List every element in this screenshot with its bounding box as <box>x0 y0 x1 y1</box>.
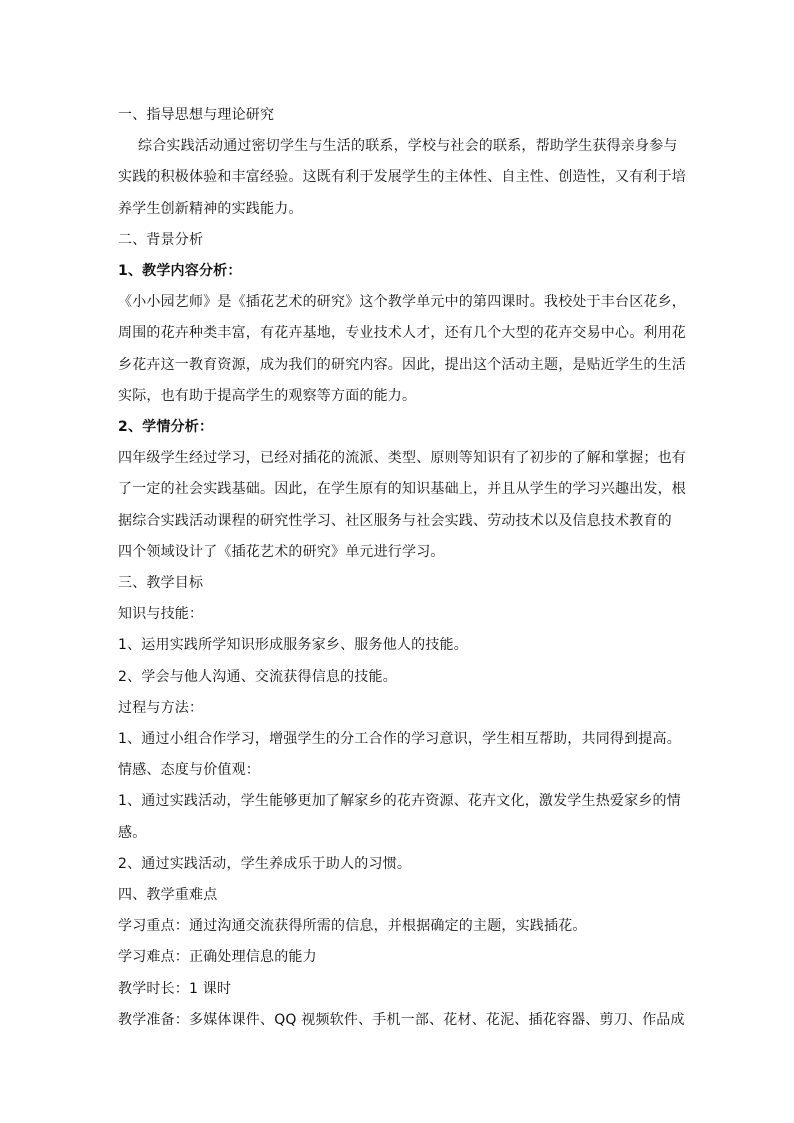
list-item-continuation: 感。 <box>118 824 147 841</box>
list-item: 2、学会与他人沟通、交流获得信息的技能。 <box>118 668 397 685</box>
subheading-knowledge-skills: 知识与技能： <box>118 606 204 623</box>
paragraph-line: 实际，也有助于提高学生的观察等方面的能力。 <box>118 387 417 404</box>
list-item: 2、通过实践活动，学生养成乐于助人的习惯。 <box>118 855 412 872</box>
paragraph-line: 四个领域设计了《插花艺术的研究》单元进行学习。 <box>118 543 445 560</box>
learning-focus: 学习重点：通过沟通交流获得所需的信息，并根据确定的主题，实践插花。 <box>118 918 587 935</box>
list-item: 1、通过小组合作学习，增强学生的分工合作的学习意识，学生相互帮助，共同得到提高。 <box>118 731 681 748</box>
teaching-preparation: 教学准备：多媒体课件、QQ 视频软件、手机一部、花材、花泥、插花容器、剪刀、作品成 <box>118 1011 685 1028</box>
paragraph-line: 周围的花卉种类丰富，有花卉基地，专业技术人才，还有几个大型的花卉交易中心。利用花 <box>118 325 686 342</box>
teaching-duration: 教学时长：1 课时 <box>118 980 232 997</box>
document-body <box>118 100 686 1036</box>
subheading-emotion-values: 情感、态度与价值观： <box>118 762 260 779</box>
section-heading-4: 四、教学重难点 <box>118 887 218 904</box>
learning-difficulty: 学习难点：正确处理信息的能力 <box>118 949 317 966</box>
paragraph-line: 实践的积极体验和丰富经验。这既有利于发展学生的主体性、自主性、创造性，又有利于培 <box>118 169 686 186</box>
paragraph-line: 乡花卉这一教育资源，成为我们的研究内容。因此，提出这个活动主题，是贴近学生的生活 <box>118 356 686 373</box>
section-heading-3: 三、教学目标 <box>118 575 204 592</box>
list-item: 1、运用实践所学知识形成服务家乡、服务他人的技能。 <box>118 637 468 654</box>
paragraph-line: 四年级学生经过学习，已经对插花的流派、类型、原则等知识有了初步的了解和掌握；也有 <box>118 450 686 467</box>
paragraph-line: 《小小园艺师》是《插花艺术的研究》这个教学单元中的第四课时。我校处于丰台区花乡， <box>118 294 686 311</box>
subheading-process-method: 过程与方法： <box>118 699 204 716</box>
paragraph-line: 综合实践活动通过密切学生与生活的联系，学校与社会的联系，帮助学生获得亲身参与 <box>138 138 678 155</box>
subheading-content-analysis: 1、教学内容分析： <box>118 263 242 280</box>
subheading-student-analysis: 2、学情分析： <box>118 419 214 436</box>
paragraph-line: 了一定的社会实践基础。因此，在学生原有的知识基础上，并且从学生的学习兴趣出发，根 <box>118 481 686 498</box>
list-item: 1、通过实践活动，学生能够更加了解家乡的花卉资源、花卉文化，激发学生热爱家乡的情 <box>118 793 681 810</box>
paragraph-line: 据综合实践活动课程的研究性学习、社区服务与社会实践、劳动技术以及信息技术教育的 <box>118 512 672 529</box>
section-heading-1: 一、指导思想与理论研究 <box>118 107 275 123</box>
section-heading-2: 二、背景分析 <box>118 231 204 248</box>
paragraph-line: 养学生创新精神的实践能力。 <box>118 200 303 217</box>
